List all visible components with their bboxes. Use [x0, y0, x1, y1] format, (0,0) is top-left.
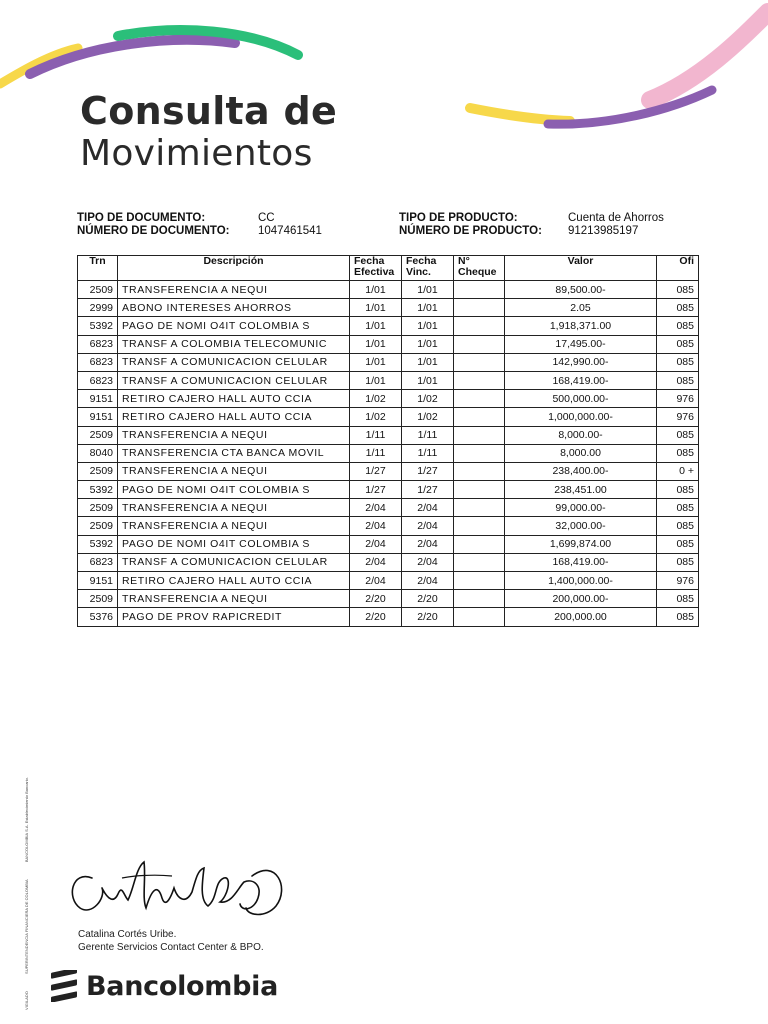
- cell-fecha-vinc: 1/01: [402, 353, 454, 371]
- table-row: [78, 426, 699, 444]
- header-ofi: Ofi: [657, 256, 699, 281]
- cell-descripcion: PAGO DE NOMI O4IT COLOMBIA S: [118, 481, 350, 499]
- cell-fecha-efectiva: 1/01: [350, 281, 402, 299]
- table-row: [78, 317, 699, 335]
- table-row: [78, 535, 699, 553]
- cell-fecha-vinc: 1/11: [402, 426, 454, 444]
- cell-fecha-efectiva: 2/04: [350, 517, 402, 535]
- cell-descripcion: TRANSF A COMUNICACION CELULAR: [118, 553, 350, 571]
- header-descripcion: Descripción: [118, 256, 350, 281]
- header-valor: Valor: [505, 256, 657, 281]
- cell-fecha-efectiva: 1/01: [350, 299, 402, 317]
- cell-valor: 1,000,000.00-: [505, 408, 657, 426]
- cell-ofi: 085: [657, 444, 699, 462]
- table-row: [78, 444, 699, 462]
- cell-cheque: [454, 408, 505, 426]
- cell-cheque: [454, 299, 505, 317]
- tipo-documento-value: CC: [258, 212, 275, 224]
- table-row: [78, 608, 699, 626]
- cell-ofi: 976: [657, 572, 699, 590]
- handwritten-signature: [62, 848, 292, 928]
- cell-descripcion: TRANSFERENCIA A NEQUI: [118, 462, 350, 480]
- cell-fecha-vinc: 1/27: [402, 462, 454, 480]
- vigilado-text: VIGILADO: [24, 991, 29, 1010]
- table-row: [78, 462, 699, 480]
- cell-ofi: 085: [657, 371, 699, 389]
- cell-fecha-efectiva: 1/01: [350, 317, 402, 335]
- cell-cheque: [454, 481, 505, 499]
- cell-descripcion: RETIRO CAJERO HALL AUTO CCIA: [118, 572, 350, 590]
- cell-trn: 2509: [78, 426, 118, 444]
- cell-trn: 6823: [78, 553, 118, 571]
- signer-block: [78, 928, 264, 954]
- cell-fecha-efectiva: 2/20: [350, 608, 402, 626]
- tipo-producto-value: Cuenta de Ahorros: [568, 212, 664, 224]
- page-title: [80, 89, 338, 174]
- cell-cheque: [454, 517, 505, 535]
- cell-trn: 5376: [78, 608, 118, 626]
- cell-cheque: [454, 353, 505, 371]
- cell-descripcion: TRANSFERENCIA A NEQUI: [118, 590, 350, 608]
- cell-cheque: [454, 426, 505, 444]
- cell-fecha-efectiva: 2/04: [350, 499, 402, 517]
- cell-fecha-efectiva: 1/11: [350, 444, 402, 462]
- cell-ofi: 976: [657, 390, 699, 408]
- cell-ofi: 085: [657, 353, 699, 371]
- table-row: [78, 335, 699, 353]
- cell-trn: 9151: [78, 572, 118, 590]
- cell-fecha-vinc: 2/20: [402, 608, 454, 626]
- cell-descripcion: TRANSF A COMUNICACION CELULAR: [118, 353, 350, 371]
- cell-valor: 200,000.00: [505, 608, 657, 626]
- cell-ofi: 085: [657, 426, 699, 444]
- cell-fecha-vinc: 1/01: [402, 317, 454, 335]
- cell-ofi: 085: [657, 553, 699, 571]
- cell-trn: 2509: [78, 462, 118, 480]
- cell-cheque: [454, 535, 505, 553]
- cell-valor: 89,500.00-: [505, 281, 657, 299]
- table-row: [78, 553, 699, 571]
- header-cheque: N° Cheque: [454, 256, 505, 281]
- bancolombia-mark-icon: [50, 970, 80, 1002]
- cell-descripcion: PAGO DE NOMI O4IT COLOMBIA S: [118, 317, 350, 335]
- tipo-documento-label: TIPO DE DOCUMENTO:: [77, 212, 206, 224]
- table-row: [78, 572, 699, 590]
- cell-valor: 17,495.00-: [505, 335, 657, 353]
- cell-fecha-efectiva: 1/11: [350, 426, 402, 444]
- cell-valor: 8,000.00: [505, 444, 657, 462]
- table-row: [78, 371, 699, 389]
- cell-trn: 5392: [78, 535, 118, 553]
- cell-trn: 2999: [78, 299, 118, 317]
- cell-cheque: [454, 590, 505, 608]
- title-line-1: Consulta de: [80, 89, 338, 133]
- cell-descripcion: RETIRO CAJERO HALL AUTO CCIA: [118, 390, 350, 408]
- cell-valor: 168,419.00-: [505, 553, 657, 571]
- cell-cheque: [454, 462, 505, 480]
- table-row: [78, 517, 699, 535]
- tipo-producto-label: TIPO DE PRODUCTO:: [399, 212, 518, 224]
- cell-fecha-vinc: 1/01: [402, 281, 454, 299]
- cell-ofi: 085: [657, 535, 699, 553]
- cell-trn: 2509: [78, 281, 118, 299]
- cell-trn: 9151: [78, 390, 118, 408]
- cell-fecha-vinc: 1/02: [402, 408, 454, 426]
- yellow-stripe-top-right: [470, 108, 570, 121]
- cell-descripcion: PAGO DE PROV RAPICREDIT: [118, 608, 350, 626]
- company-legal-text: BANCOLOMBIA S.A. Establecimiento Bancario.: [24, 777, 29, 863]
- cell-fecha-efectiva: 1/01: [350, 371, 402, 389]
- cell-valor: 238,400.00-: [505, 462, 657, 480]
- cell-cheque: [454, 281, 505, 299]
- cell-fecha-efectiva: 2/04: [350, 553, 402, 571]
- signer-name: Catalina Cortés Uribe.: [78, 929, 177, 940]
- cell-fecha-vinc: 1/11: [402, 444, 454, 462]
- cell-fecha-efectiva: 1/02: [350, 408, 402, 426]
- bancolombia-logo: [50, 970, 278, 1002]
- cell-ofi: 085: [657, 499, 699, 517]
- table-row: [78, 408, 699, 426]
- cell-cheque: [454, 553, 505, 571]
- cell-valor: 238,451.00: [505, 481, 657, 499]
- cell-fecha-efectiva: 1/02: [350, 390, 402, 408]
- supervising-entity-text: SUPERINTENDENCIA FINANCIERA DE COLOMBIA: [24, 879, 29, 974]
- numero-documento-value: 1047461541: [258, 225, 322, 237]
- cell-fecha-vinc: 1/27: [402, 481, 454, 499]
- table-row: [78, 499, 699, 517]
- cell-fecha-vinc: 2/04: [402, 572, 454, 590]
- cell-valor: 32,000.00-: [505, 517, 657, 535]
- cell-descripcion: TRANSF A COMUNICACION CELULAR: [118, 371, 350, 389]
- cell-valor: 8,000.00-: [505, 426, 657, 444]
- cell-fecha-vinc: 2/04: [402, 499, 454, 517]
- cell-trn: 2509: [78, 590, 118, 608]
- cell-fecha-efectiva: 1/01: [350, 353, 402, 371]
- cell-descripcion: TRANSFERENCIA A NEQUI: [118, 517, 350, 535]
- cell-ofi: 976: [657, 408, 699, 426]
- cell-valor: 1,699,874.00: [505, 535, 657, 553]
- header-trn: Trn: [78, 256, 118, 281]
- cell-ofi: 085: [657, 335, 699, 353]
- cell-valor: 2.05: [505, 299, 657, 317]
- numero-producto-label: NÚMERO DE PRODUCTO:: [399, 225, 542, 237]
- cell-ofi: 085: [657, 608, 699, 626]
- cell-descripcion: TRANSFERENCIA CTA BANCA MOVIL: [118, 444, 350, 462]
- header-fecha-vinc: Fecha Vinc.: [402, 256, 454, 281]
- table-row: [78, 481, 699, 499]
- cell-fecha-vinc: 2/04: [402, 517, 454, 535]
- cell-fecha-vinc: 1/01: [402, 371, 454, 389]
- cell-cheque: [454, 390, 505, 408]
- cell-trn: 5392: [78, 317, 118, 335]
- cell-ofi: 085: [657, 517, 699, 535]
- signer-role: Gerente Servicios Contact Center & BPO.: [78, 942, 264, 953]
- cell-fecha-vinc: 2/04: [402, 535, 454, 553]
- title-line-2: Movimientos: [80, 133, 313, 174]
- cell-descripcion: TRANSF A COLOMBIA TELECOMUNIC: [118, 335, 350, 353]
- movements-table: [77, 255, 699, 627]
- table-row: [78, 281, 699, 299]
- table-row: [78, 299, 699, 317]
- table-row: [78, 590, 699, 608]
- cell-ofi: 085: [657, 299, 699, 317]
- cell-valor: 168,419.00-: [505, 371, 657, 389]
- legal-side-text: [24, 761, 29, 1010]
- cell-trn: 6823: [78, 335, 118, 353]
- cell-valor: 99,000.00-: [505, 499, 657, 517]
- cell-fecha-vinc: 1/01: [402, 299, 454, 317]
- cell-trn: 9151: [78, 408, 118, 426]
- table-header-row: [78, 256, 699, 281]
- cell-trn: 8040: [78, 444, 118, 462]
- cell-trn: 2509: [78, 499, 118, 517]
- cell-cheque: [454, 608, 505, 626]
- cell-fecha-vinc: 2/04: [402, 553, 454, 571]
- numero-producto-value: 91213985197: [568, 225, 639, 237]
- cell-fecha-efectiva: 1/01: [350, 335, 402, 353]
- cell-ofi: 085: [657, 281, 699, 299]
- cell-descripcion: PAGO DE NOMI O4IT COLOMBIA S: [118, 535, 350, 553]
- table-row: [78, 353, 699, 371]
- purple-stripe-top-left: [30, 40, 235, 74]
- table-row: [78, 390, 699, 408]
- cell-fecha-efectiva: 2/04: [350, 572, 402, 590]
- cell-fecha-efectiva: 1/27: [350, 462, 402, 480]
- cell-cheque: [454, 371, 505, 389]
- cell-valor: 500,000.00-: [505, 390, 657, 408]
- cell-cheque: [454, 499, 505, 517]
- cell-valor: 1,400,000.00-: [505, 572, 657, 590]
- cell-cheque: [454, 335, 505, 353]
- cell-fecha-vinc: 1/02: [402, 390, 454, 408]
- cell-fecha-efectiva: 1/27: [350, 481, 402, 499]
- cell-descripcion: TRANSFERENCIA A NEQUI: [118, 281, 350, 299]
- cell-cheque: [454, 572, 505, 590]
- cell-trn: 2509: [78, 517, 118, 535]
- cell-ofi: 085: [657, 590, 699, 608]
- cell-descripcion: TRANSFERENCIA A NEQUI: [118, 426, 350, 444]
- cell-fecha-vinc: 2/20: [402, 590, 454, 608]
- cell-trn: 5392: [78, 481, 118, 499]
- header-fecha-efectiva: Fecha Efectiva: [350, 256, 402, 281]
- cell-fecha-vinc: 1/01: [402, 335, 454, 353]
- cell-fecha-efectiva: 2/04: [350, 535, 402, 553]
- cell-valor: 1,918,371.00: [505, 317, 657, 335]
- cell-valor: 142,990.00-: [505, 353, 657, 371]
- cell-ofi: 085: [657, 317, 699, 335]
- cell-trn: 6823: [78, 371, 118, 389]
- cell-cheque: [454, 444, 505, 462]
- cell-fecha-efectiva: 2/20: [350, 590, 402, 608]
- cell-cheque: [454, 317, 505, 335]
- cell-descripcion: ABONO INTERESES AHORROS: [118, 299, 350, 317]
- cell-trn: 6823: [78, 353, 118, 371]
- cell-ofi: 0 +: [657, 462, 699, 480]
- brand-name: Bancolombia: [86, 970, 279, 1002]
- table-body: [78, 281, 699, 627]
- cell-descripcion: TRANSFERENCIA A NEQUI: [118, 499, 350, 517]
- cell-descripcion: RETIRO CAJERO HALL AUTO CCIA: [118, 408, 350, 426]
- cell-valor: 200,000.00-: [505, 590, 657, 608]
- numero-documento-label: NÚMERO DE DOCUMENTO:: [77, 225, 230, 237]
- cell-ofi: 085: [657, 481, 699, 499]
